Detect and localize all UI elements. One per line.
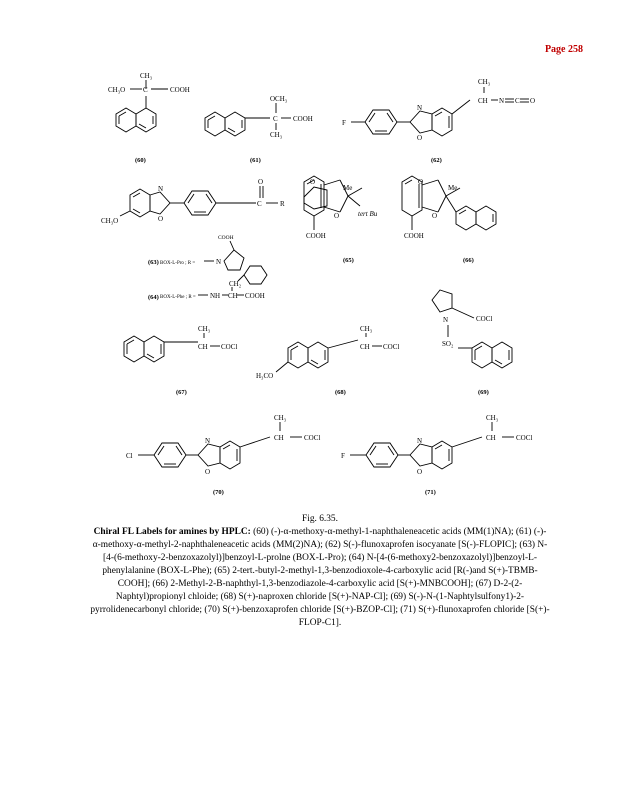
atom-label: CH₂ — [229, 280, 242, 288]
compound-number: (71) — [425, 489, 436, 496]
atom-label: O — [417, 134, 423, 142]
atom-label: C — [515, 97, 520, 105]
compound-number: (62) — [431, 157, 442, 164]
atom-label: F — [342, 119, 346, 127]
atom-label: COOH — [170, 86, 190, 94]
compound-number: (60) — [135, 157, 146, 164]
atom-label: N — [158, 185, 164, 193]
compound-number: (65) — [343, 257, 354, 264]
atom-label: CH — [274, 434, 284, 442]
atom-label: O — [530, 97, 536, 105]
compound-number: (63) — [148, 259, 159, 266]
atom-label: CH₃O — [108, 86, 126, 94]
atom-label: CH — [228, 292, 238, 300]
compound-number: (67) — [176, 389, 187, 396]
compound-70-structure — [138, 422, 302, 469]
atom-label: CH₃ — [274, 414, 287, 422]
atom-label: COOH — [306, 232, 326, 240]
atom-label: C — [143, 86, 148, 94]
atom-label: O — [432, 212, 438, 220]
atom-label: COCl — [383, 343, 400, 351]
atom-label: O — [205, 468, 211, 476]
atom-label: O — [334, 212, 340, 220]
compound-number: (69) — [478, 389, 489, 396]
atom-label: N — [205, 437, 211, 445]
atom-label: CH₃ — [360, 325, 373, 333]
atom-label: CH — [198, 343, 208, 351]
atom-label: Me — [343, 184, 353, 192]
compound-number: (68) — [335, 389, 346, 396]
compound-number: (70) — [213, 489, 224, 496]
atom-label: CH₃ — [270, 131, 283, 139]
figure-number: Fig. 6.35. — [302, 514, 338, 524]
compound-69-structure — [432, 290, 512, 368]
figure-caption — [90, 513, 550, 630]
atom-label: CH₃ — [198, 325, 211, 333]
atom-label: CH₃ — [140, 72, 153, 80]
atom-label: SO₂ — [442, 340, 454, 348]
atom-label: COOH — [404, 232, 424, 240]
figure-title: Chiral FL Labels for amines by HPLC: — [93, 527, 251, 537]
atom-label: C — [273, 115, 278, 123]
atom-label: COOH — [245, 292, 265, 300]
atom-label: N — [499, 97, 505, 105]
atom-label: COCl — [516, 434, 533, 442]
atom-label: COCl — [304, 434, 321, 442]
atom-label: CH — [478, 97, 488, 105]
page-number: Page 258 — [544, 44, 583, 55]
atom-label: O — [417, 468, 423, 476]
atom-label: CH — [486, 434, 496, 442]
compound-62-structure — [351, 87, 529, 136]
atom-label: COCl — [476, 315, 493, 323]
atom-label: F — [341, 452, 345, 460]
compound-number: (66) — [463, 257, 474, 264]
atom-label: C — [257, 200, 262, 208]
figure-caption-body: (60) (-)-α-methoxy-α-methyl-1-naphthaleneacetic acids (MM(1)NA); (61) (-)-α-methoxy-α-methyl-2-naphthaleneacetic acids (MM(2)NA); (62) S(-)-flunoxaprofen isocyanate [S(-)-FLOPIC]; (63) N-[4-(6-methoxy-2-benzoxazolyl)]benzoyl-L-prolne (BOX-L-Pro); (64) N-[4-(6-methoxy2-benzoxazolyl)]benzoyl-L-phenylalanine (BOX-L-Phe); (65) 2-tert.-butyl-2-methyl-1,3-benzodioxole-4-carboxylic acid [R(-)and S(+)-TBMB-COOH]; (66) 2-Methyl-2-B-naphthyl-1,3-benzodiazole-4-carboxylic acid [S(+)-MNBCOOH]; (67) D-2-(2-Naphtyl)propionyl chloide; (68) S(+)-naproxen chloride [S(+)-NAP-Cl]; (69) S(-)-N-(1-Naphtylsulfony1)-2-pyrrolidenecarbonyl chloride; (70) S(+)-benzoxaprofen chloride [S(+)-BZOP-Cl]; (71) S(+)-flunoxaprofen chloride [S(+)-FLOP-C1]. — [90, 527, 550, 628]
atom-label: Me — [448, 184, 458, 192]
atom-label: N — [443, 316, 449, 324]
compound-number: (61) — [250, 157, 261, 164]
atom-label: O — [158, 215, 164, 223]
atom-label: tert Bu — [358, 210, 378, 218]
compound-63-structure — [120, 186, 278, 270]
atom-label: NH — [210, 292, 221, 300]
atom-label: R — [280, 200, 285, 208]
atom-label: O — [310, 178, 316, 186]
atom-label: O — [418, 178, 424, 186]
atom-label: CH — [360, 343, 370, 351]
compound-note: BOX-L-Phe ; R = — [160, 295, 196, 300]
atom-label: H₃CO — [256, 372, 274, 380]
atom-label: O — [258, 178, 264, 186]
atom-label: OCH₃ — [270, 95, 288, 103]
atom-label: COCl — [221, 343, 238, 351]
atom-label: N — [417, 437, 423, 445]
atom-label: N — [216, 258, 222, 266]
atom-label: COOH — [218, 235, 234, 241]
atom-label: N — [417, 104, 423, 112]
atom-label: CH₃O — [101, 217, 119, 225]
atom-label: CH₃ — [486, 414, 499, 422]
atom-label: Cl — [126, 452, 133, 460]
compound-note: BOX-L-Pro ; R = — [160, 261, 196, 266]
compound-71-structure — [350, 422, 514, 469]
atom-label: CH₃ — [478, 78, 491, 86]
compound-68-structure — [276, 333, 382, 372]
atom-label: COOH — [293, 115, 313, 123]
compound-number: (64) — [148, 294, 159, 301]
